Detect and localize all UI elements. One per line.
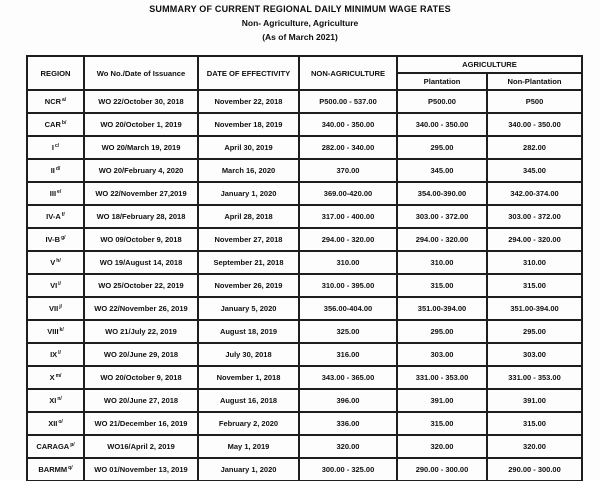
table-body — [27, 90, 582, 481]
cell-wo-issuance: WO16/April 2, 2019 — [84, 435, 198, 458]
table-row — [27, 113, 582, 136]
footnote-marker: c/ — [54, 142, 60, 149]
cell-wo-issuance: WO 22/October 30, 2018 — [84, 90, 198, 113]
table-row — [27, 274, 582, 297]
cell-wo-issuance: WO 20/March 19, 2019 — [84, 136, 198, 159]
cell-non-agriculture: 336.00 — [299, 412, 397, 435]
cell-plantation: 290.00 - 300.00 — [397, 458, 487, 481]
cell-wo-issuance: WO 20/October 1, 2019 — [84, 113, 198, 136]
table-row — [27, 136, 582, 159]
cell-wo-issuance: WO 20/June 29, 2018 — [84, 343, 198, 366]
cell-effectivity: April 30, 2019 — [198, 136, 299, 159]
cell-region: $II^{d/}$ — [27, 159, 84, 182]
cell-plantation: P500.00 — [397, 90, 487, 113]
header-row-top — [27, 56, 582, 73]
table-row — [27, 205, 582, 228]
table-row — [27, 182, 582, 205]
cell-wo-issuance: WO 22/November 27,2019 — [84, 182, 198, 205]
cell-non-plantation: 345.00 — [487, 159, 582, 182]
cell-region: $I^{c/}$ — [27, 136, 84, 159]
header-region: REGION — [27, 56, 84, 90]
header-wo-issuance: Wo No./Date of Issuance — [84, 56, 198, 90]
header-plantation: Plantation — [397, 73, 487, 90]
table-row — [27, 435, 582, 458]
cell-region: $VII^{j/}$ — [27, 297, 84, 320]
cell-effectivity: May 1, 2019 — [198, 435, 299, 458]
cell-region: $BARMM^{q/}$ — [27, 458, 84, 481]
cell-effectivity: November 22, 2018 — [198, 90, 299, 113]
cell-effectivity: September 21, 2018 — [198, 251, 299, 274]
cell-region: $III^{e/}$ — [27, 182, 84, 205]
cell-plantation: 295.00 — [397, 320, 487, 343]
cell-non-agriculture: 310.00 — [299, 251, 397, 274]
cell-non-agriculture: 294.00 - 320.00 — [299, 228, 397, 251]
cell-non-agriculture: 320.00 — [299, 435, 397, 458]
cell-wo-issuance: WO 20/October 9, 2018 — [84, 366, 198, 389]
footnote-marker: o/ — [58, 418, 63, 425]
table-row — [27, 389, 582, 412]
cell-plantation: 303.00 - 372.00 — [397, 205, 487, 228]
table-row — [27, 297, 582, 320]
document-title-block — [0, 4, 600, 42]
cell-wo-issuance: WO 22/November 26, 2019 — [84, 297, 198, 320]
cell-non-plantation: 295.00 — [487, 320, 582, 343]
table-header — [27, 56, 582, 90]
footnote-marker: q/ — [68, 464, 73, 471]
document-title: SUMMARY OF CURRENT REGIONAL DAILY MINIMUM WAGE RATES — [149, 4, 451, 14]
cell-effectivity: March 16, 2020 — [198, 159, 299, 182]
table-row — [27, 251, 582, 274]
cell-non-plantation: 331.00 - 353.00 — [487, 366, 582, 389]
footnote-marker: m/ — [55, 372, 62, 379]
cell-non-agriculture: 282.00 - 340.00 — [299, 136, 397, 159]
cell-non-agriculture: 310.00 - 395.00 — [299, 274, 397, 297]
cell-plantation: 345.00 — [397, 159, 487, 182]
cell-effectivity: November 27, 2018 — [198, 228, 299, 251]
footnote-marker: k/ — [59, 326, 64, 333]
cell-non-agriculture: 340.00 - 350.00 — [299, 113, 397, 136]
footnote-marker: p/ — [70, 441, 75, 448]
footnote-marker: g/ — [61, 234, 66, 241]
cell-non-plantation: 282.00 — [487, 136, 582, 159]
table-row — [27, 320, 582, 343]
footnote-marker: h/ — [56, 257, 61, 264]
cell-plantation: 303.00 — [397, 343, 487, 366]
table-row — [27, 366, 582, 389]
cell-non-agriculture: 317.00 - 400.00 — [299, 205, 397, 228]
footnote-marker: l/ — [58, 349, 61, 356]
cell-plantation: 315.00 — [397, 274, 487, 297]
cell-non-agriculture: 396.00 — [299, 389, 397, 412]
cell-non-plantation: 303.00 — [487, 343, 582, 366]
cell-plantation: 354.00-390.00 — [397, 182, 487, 205]
cell-non-plantation: 320.00 — [487, 435, 582, 458]
cell-plantation: 315.00 — [397, 412, 487, 435]
cell-non-plantation: P500 — [487, 90, 582, 113]
cell-effectivity: August 18, 2019 — [198, 320, 299, 343]
cell-effectivity: August 16, 2018 — [198, 389, 299, 412]
cell-plantation: 310.00 — [397, 251, 487, 274]
header-effectivity: DATE OF EFFECTIVITY — [198, 56, 299, 90]
table-row — [27, 412, 582, 435]
cell-plantation: 331.00 - 353.00 — [397, 366, 487, 389]
cell-non-plantation: 351.00-394.00 — [487, 297, 582, 320]
cell-region: $CARAGA^{p/}$ — [27, 435, 84, 458]
cell-region: $X^{m/}$ — [27, 366, 84, 389]
cell-effectivity: January 1, 2020 — [198, 458, 299, 481]
cell-wo-issuance: WO 09/October 9, 2018 — [84, 228, 198, 251]
footnote-marker: a/ — [62, 96, 67, 103]
cell-region: $V^{h/}$ — [27, 251, 84, 274]
cell-non-agriculture: 300.00 - 325.00 — [299, 458, 397, 481]
cell-non-agriculture: 343.00 - 365.00 — [299, 366, 397, 389]
cell-wo-issuance: WO 19/August 14, 2018 — [84, 251, 198, 274]
document-subtitle: Non- Agriculture, Agriculture — [241, 18, 359, 28]
cell-non-agriculture: 356.00-404.00 — [299, 297, 397, 320]
cell-region: $VIII^{k/}$ — [27, 320, 84, 343]
cell-plantation: 320.00 — [397, 435, 487, 458]
cell-wo-issuance: WO 21/July 22, 2019 — [84, 320, 198, 343]
cell-wo-issuance: WO 20/June 27, 2018 — [84, 389, 198, 412]
cell-effectivity: February 2, 2020 — [198, 412, 299, 435]
cell-non-plantation: 315.00 — [487, 274, 582, 297]
cell-plantation: 391.00 — [397, 389, 487, 412]
cell-effectivity: January 1, 2020 — [198, 182, 299, 205]
cell-region: $IV-B^{g/}$ — [27, 228, 84, 251]
cell-region: $IX^{l/}$ — [27, 343, 84, 366]
cell-plantation: 340.00 - 350.00 — [397, 113, 487, 136]
footnote-marker: b/ — [61, 119, 67, 126]
cell-effectivity: April 28, 2018 — [198, 205, 299, 228]
header-non-agriculture: NON-AGRICULTURE — [299, 56, 397, 90]
footnote-marker: e/ — [57, 188, 62, 195]
cell-non-agriculture: 369.00-420.00 — [299, 182, 397, 205]
cell-wo-issuance: WO 01/November 13, 2019 — [84, 458, 198, 481]
header-agriculture: AGRICULTURE — [397, 56, 582, 73]
document-date-note: (As of March 2021) — [262, 32, 338, 42]
table-row — [27, 159, 582, 182]
cell-wo-issuance: WO 21/December 16, 2019 — [84, 412, 198, 435]
cell-wo-issuance: WO 18/February 28, 2018 — [84, 205, 198, 228]
table-row — [27, 228, 582, 251]
cell-region: $CAR^{b/}$ — [27, 113, 84, 136]
cell-wo-issuance: WO 25/October 22, 2019 — [84, 274, 198, 297]
cell-non-plantation: 303.00 - 372.00 — [487, 205, 582, 228]
cell-wo-issuance: WO 20/February 4, 2020 — [84, 159, 198, 182]
cell-plantation: 351.00-394.00 — [397, 297, 487, 320]
cell-non-plantation: 340.00 - 350.00 — [487, 113, 582, 136]
footnote-marker: i/ — [58, 280, 61, 287]
cell-non-plantation: 342.00-374.00 — [487, 182, 582, 205]
cell-non-plantation: 290.00 - 300.00 — [487, 458, 582, 481]
cell-non-agriculture: 316.00 — [299, 343, 397, 366]
cell-effectivity: November 26, 2019 — [198, 274, 299, 297]
wage-rates-table — [26, 55, 583, 481]
header-non-plantation: Non-Plantation — [487, 73, 582, 90]
footnote-marker: n/ — [57, 395, 62, 402]
cell-non-plantation: 310.00 — [487, 251, 582, 274]
cell-effectivity: November 1, 2018 — [198, 366, 299, 389]
cell-non-plantation: 294.00 - 320.00 — [487, 228, 582, 251]
cell-non-agriculture: P500.00 - 537.00 — [299, 90, 397, 113]
cell-effectivity: January 5, 2020 — [198, 297, 299, 320]
footnote-marker: f/ — [61, 211, 65, 218]
cell-region: $XI^{n/}$ — [27, 389, 84, 412]
cell-non-plantation: 391.00 — [487, 389, 582, 412]
cell-effectivity: July 30, 2018 — [198, 343, 299, 366]
cell-region: $XII^{o/}$ — [27, 412, 84, 435]
cell-region: $VI^{i/}$ — [27, 274, 84, 297]
cell-effectivity: November 18, 2019 — [198, 113, 299, 136]
cell-region: $IV-A^{f/}$ — [27, 205, 84, 228]
table-row — [27, 343, 582, 366]
footnote-marker: j/ — [59, 303, 62, 310]
cell-plantation: 295.00 — [397, 136, 487, 159]
cell-region: $NCR^{a/}$ — [27, 90, 84, 113]
footnote-marker: d/ — [55, 165, 61, 172]
cell-non-agriculture: 370.00 — [299, 159, 397, 182]
table-row — [27, 90, 582, 113]
table-row — [27, 458, 582, 481]
cell-plantation: 294.00 - 320.00 — [397, 228, 487, 251]
cell-non-plantation: 315.00 — [487, 412, 582, 435]
cell-non-agriculture: 325.00 — [299, 320, 397, 343]
